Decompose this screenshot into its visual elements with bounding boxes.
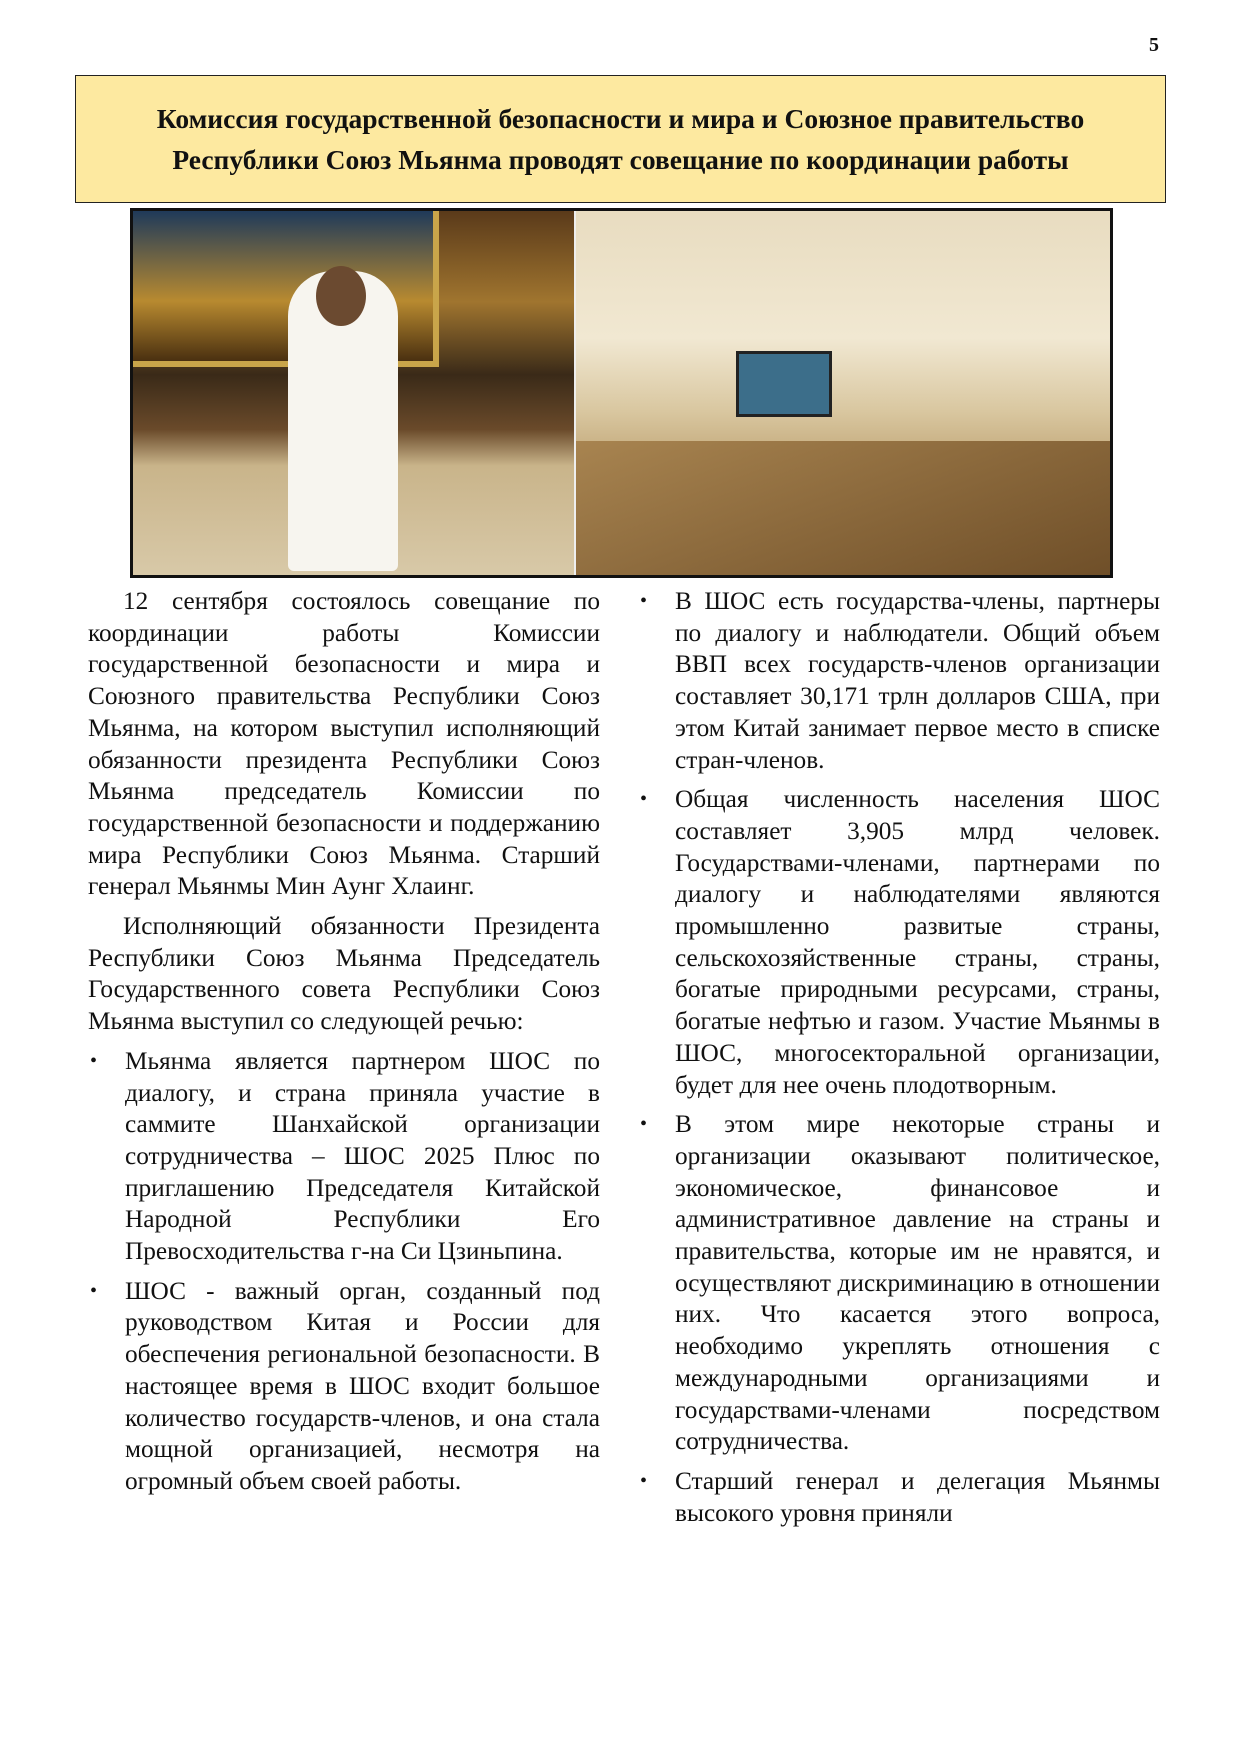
list-item bbox=[638, 1109, 1160, 1458]
photo-meeting-room bbox=[574, 211, 1110, 575]
bullet-icon: • bbox=[640, 590, 648, 612]
list-item bbox=[88, 1046, 600, 1268]
photo-speaker bbox=[133, 211, 574, 575]
bullet-icon: • bbox=[640, 788, 648, 811]
speaker-head bbox=[316, 266, 366, 326]
paragraph: 12 сентября состоялось совещание по координации работы Комиссии государственной безопасности и мира и Союзного правительства Республики Союз Мьянма, на котором выступил исполняющий обязанности президента Республики Союз Мьянма председатель Комиссии по государственной безопасности и поддержанию мира Республики Союз Мьянма. Старший генерал Мьянмы Мин Аунг Хлаинг. bbox=[88, 587, 600, 901]
page-number: 5 bbox=[1149, 34, 1159, 56]
headline-line-1: Комиссия государственной безопасности и мира и Союзное правительство bbox=[156, 103, 1085, 134]
list-item bbox=[638, 1466, 1160, 1529]
bullet-icon: • bbox=[90, 1049, 98, 1072]
right-column bbox=[638, 586, 1160, 1537]
list-item-text: Общая численность населения ШОС составляет 3,905 млрд человек. Государствами-членами, партнерами по диалогу и наблюдателями являются промышленно развитые страны, сельскохозяйственные страны, страны, богатые природными ресурсами, страны, богатые нефтью и газом. Участие Мьянмы в ШОС, многосекторальной организации, будет для нее очень плодотворным. bbox=[675, 785, 1160, 1099]
bullet-list bbox=[638, 586, 1160, 1529]
bullet-icon: • bbox=[640, 1469, 648, 1492]
list-item bbox=[638, 784, 1160, 1101]
headline-line-2: Республики Союз Мьянма проводят совещание по координации работы bbox=[172, 144, 1069, 175]
paragraph: Исполняющий обязанности Президента Республики Союз Мьянма Председатель Государственного совета Республики Союз Мьянма выступил со следующей речью: bbox=[88, 912, 600, 1036]
bullet-icon: • bbox=[640, 1113, 648, 1136]
list-item-text: В этом мире некоторые страны и организации оказывают политическое, экономическое, финансовое и административное давление на страны и правительства, которые им не нравятся, и осуществляют дискриминацию в отношении них. Что касается этого вопроса, необходимо укреплять отношения с международными организациями и государствами-членами посредством сотрудничества. bbox=[675, 1110, 1160, 1456]
list-item-text: Старший генерал и делегация Мьянмы высокого уровня приняли bbox=[675, 1466, 1160, 1527]
list-item-text: ШОС - важный орган, созданный под руководством Китая и России для обеспечения региональной безопасности. В настоящее время в ШОС входит большое количество государств-членов, и она стала мощной организацией, несмотря на огромный объем своей работы. bbox=[125, 1276, 600, 1495]
video-screen bbox=[736, 351, 832, 417]
left-column bbox=[88, 586, 600, 1506]
bullet-icon: • bbox=[90, 1279, 98, 1302]
headline-box bbox=[75, 75, 1166, 203]
conference-table bbox=[576, 441, 1110, 578]
list-item-text: В ШОС есть государства-члены, партнеры по диалогу и наблюдатели. Общий объем ВВП всех государств-членов организации составляет 30,171 трлн долларов США, при этом Китай занимает первое место в списке стран-членов. bbox=[675, 587, 1160, 774]
list-item bbox=[88, 1276, 600, 1498]
list-item-text: Мьянма является партнером ШОС по диалогу, и страна приняла участие в саммите Шанхайской организации сотрудничества – ШОС 2025 Плюс по приглашению Председателя Китайской Народной Республики Его Превосходительства г-на Си Цзиньпина. bbox=[125, 1046, 600, 1266]
bullet-list bbox=[88, 1046, 600, 1498]
news-photo bbox=[130, 208, 1113, 578]
list-item bbox=[638, 586, 1160, 776]
